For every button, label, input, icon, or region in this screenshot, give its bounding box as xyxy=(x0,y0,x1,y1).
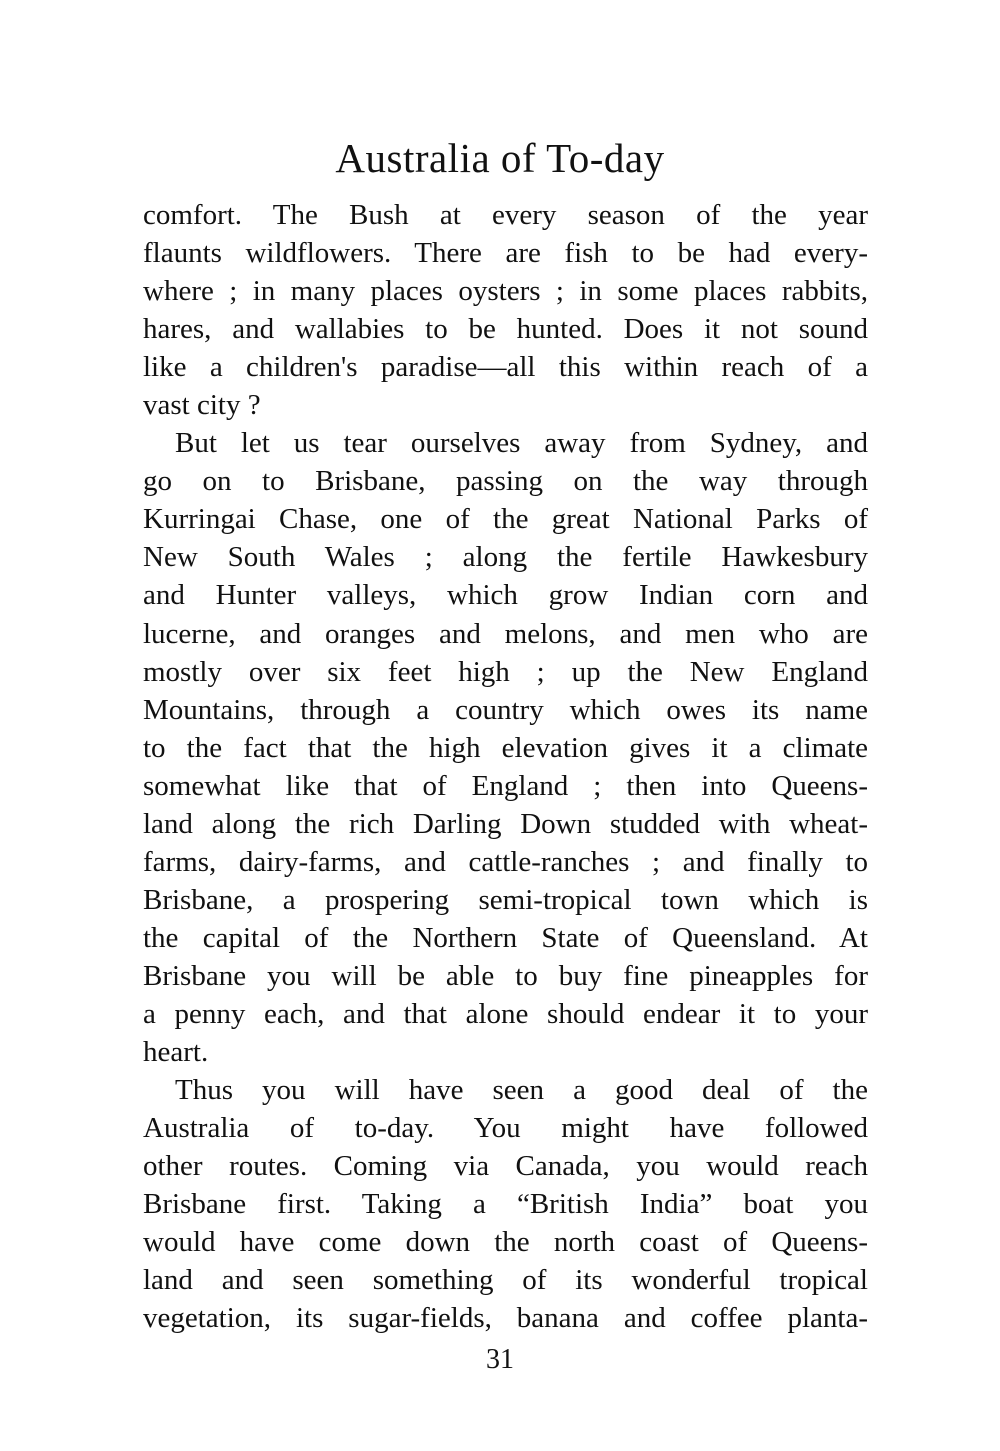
text-line: heart. xyxy=(143,1036,209,1069)
text-line: farms, dairy-farms, and cattle-ranches ; and finally to xyxy=(143,845,868,878)
text-line: Thus you will have seen a good deal of the xyxy=(175,1074,868,1107)
text-line: somewhat like that of England ; then into Queens- xyxy=(143,769,868,802)
text-line: vegetation, its sugar-fields, banana and coffee planta- xyxy=(143,1302,868,1335)
page-number: 31 xyxy=(486,1344,514,1375)
text-line: go on to Brisbane, passing on the way through xyxy=(143,465,868,498)
text-line: Kurringai Chase, one of the great National Parks of xyxy=(143,503,868,536)
text-line: land and seen something of its wonderful tropical xyxy=(143,1264,868,1297)
running-head: Australia of To-day xyxy=(335,135,665,181)
text-line: lucerne, and oranges and melons, and men who are xyxy=(143,617,868,650)
text-line: to the fact that the high elevation gives it a climate xyxy=(143,731,868,764)
text-line: Australia of to-day. You might have followed xyxy=(143,1112,868,1145)
paragraph xyxy=(143,424,868,1071)
body-text xyxy=(143,196,868,1337)
text-line: Brisbane first. Taking a “British India” boat you xyxy=(143,1188,868,1221)
text-line: land along the rich Darling Down studded with wheat- xyxy=(143,807,868,840)
text-line: comfort. The Bush at every season of the year xyxy=(143,199,868,231)
text-line: the capital of the Northern State of Queensland. At xyxy=(143,921,868,954)
text-line: other routes. Coming via Canada, you would reach xyxy=(143,1150,868,1183)
text-line: and Hunter valleys, which grow Indian corn and xyxy=(143,579,868,612)
text-line: New South Wales ; along the fertile Hawkesbury xyxy=(143,541,868,574)
paragraph xyxy=(143,1071,868,1337)
text-line: a penny each, and that alone should endear it to your xyxy=(143,997,868,1030)
text-line: would have come down the north coast of Queens- xyxy=(143,1226,868,1259)
paragraph xyxy=(143,196,868,424)
text-line: where ; in many places oysters ; in some places rabbits, xyxy=(143,275,868,308)
text-line: But let us tear ourselves away from Sydney, and xyxy=(175,427,868,460)
text-line: flaunts wildflowers. There are fish to be had every- xyxy=(143,237,868,270)
text-line: mostly over six feet high ; up the New England xyxy=(143,655,868,688)
text-line: vast city ? xyxy=(143,389,261,422)
text-line: like a children's paradise—all this within reach of a xyxy=(143,351,868,384)
text-line: hares, and wallabies to be hunted. Does it not sound xyxy=(143,313,868,346)
text-line: Mountains, through a country which owes its name xyxy=(143,693,868,726)
text-line: Brisbane you will be able to buy fine pineapples for xyxy=(143,959,868,992)
text-line: Brisbane, a prospering semi-tropical town which is xyxy=(143,883,868,916)
